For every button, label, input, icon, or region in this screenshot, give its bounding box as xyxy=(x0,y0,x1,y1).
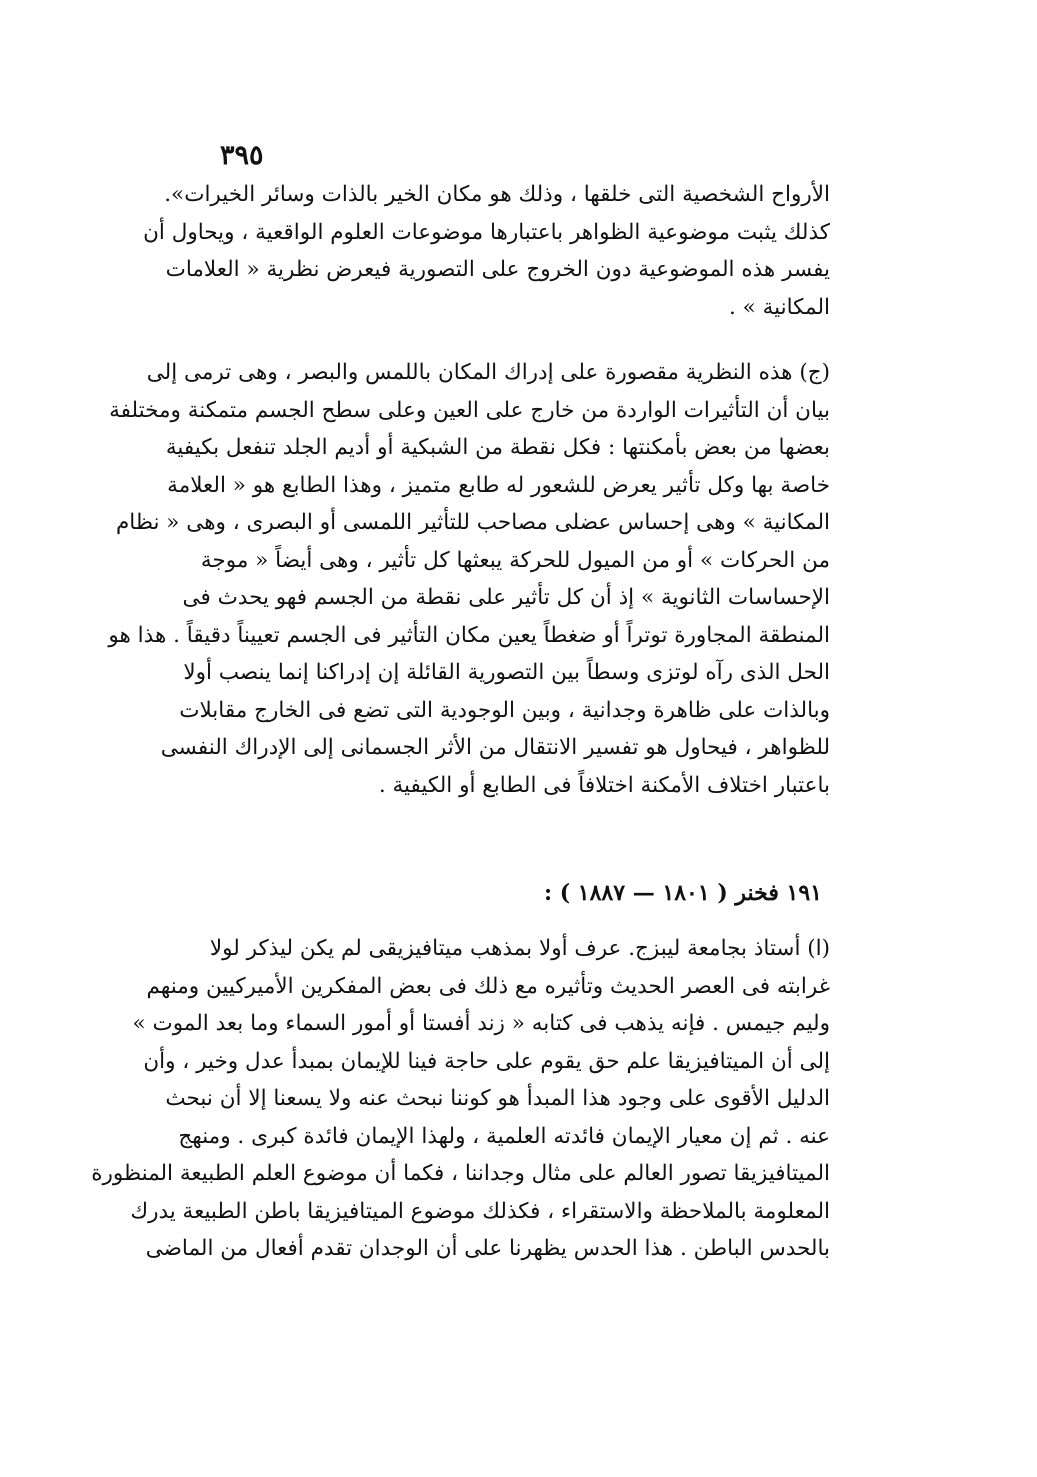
text-line: الدليل الأقوى على وجود هذا المبدأ هو كوننا نبحث عنه ولا يسعنا إلا أن نبحث xyxy=(165,1086,830,1111)
text-line: وليم جيمس . فإنه يذهب فى كتابه « زند أفستا أو أمور السماء وما بعد الموت » xyxy=(132,1011,830,1036)
text-line: الإحساسات الثانوية » إذ أن كل تأثير على نقطة من الجسم فهو يحدث فى xyxy=(182,585,830,610)
text-line: الميتافيزيقا تصور العالم على مثال وجداننا ، فكما أن موضوع العلم الطبيعة المنظورة xyxy=(91,1161,830,1186)
text-line: من الحركات » أو من الميول للحركة يبعثها كل تأثير ، وهى أيضاً « موجة xyxy=(200,547,830,573)
paragraph-fechner-alif xyxy=(91,930,830,1268)
text-line: باعتبار اختلاف الأمكنة اختلافاً فى الطابع أو الكيفية . xyxy=(378,772,830,798)
text-line: بيان أن التأثيرات الواردة من خارج على العين وعلى سطح الجسم متمكنة ومختلفة xyxy=(109,397,830,423)
text-line: الأرواح الشخصية التى خلقها ، وذلك هو مكان الخير بالذات وسائر الخيرات». xyxy=(164,182,830,207)
text-line: (ج) هذه النظرية مقصورة على إدراك المكان باللمس والبصر ، وهى ترمى إلى xyxy=(146,360,830,385)
text-line: غرابته فى العصر الحديث وتأثيره مع ذلك فى بعض المفكرين الأميركيين ومنهم xyxy=(146,973,830,999)
text-line: (ا) أستاذ بجامعة ليبزج. عرف أولا بمذهب ميتافيزيقى لم يكن ليذكر لولا xyxy=(209,936,830,961)
text-line: بالحدس الباطن . هذا الحدس يظهرنا على أن الوجدان تقدم أفعال من الماضى xyxy=(145,1236,830,1261)
text-line: خاصة بها وكل تأثير يعرض للشعور له طابع متميز ، وهذا الطابع هو « العلامة xyxy=(167,472,830,498)
text-line: إلى أن الميتافيزيقا علم حق يقوم على حاجة فينا للإيمان بمبدأ عدل وخير ، وأن xyxy=(143,1048,830,1074)
entry-heading-fechner: ١٩١ فخنر ( ١٨٠١ — ١٨٨٧ ) : xyxy=(543,880,822,906)
text-line: بعضها من بعض بأمكنتها : فكل نقطة من الشبكية أو أديم الجلد تنفعل بكيفية xyxy=(165,435,830,460)
text-line: كذلك يثبت موضوعية الظواهر باعتبارها موضوعات العلوم الواقعية ، ويحاول أن xyxy=(143,219,830,245)
text-line: للظواهر ، فيحاول هو تفسير الانتقال من الأثر الجسمانى إلى الإدراك النفسى xyxy=(160,735,830,760)
text-line: المكانية » وهى إحساس عضلى مصاحب للتأثير اللمسى أو البصرى ، وهى « نظام xyxy=(115,510,830,535)
text-line: الحل الذى رآه لوتزى وسطاً بين التصورية القائلة إن إدراكنا إنما ينصب أولا xyxy=(183,660,830,685)
paragraph-spatial-signs-intro xyxy=(143,176,830,326)
text-line: يفسر هذه الموضوعية دون الخروج على التصورية فيعرض نظرية « العلامات xyxy=(165,257,830,282)
page-number: ٣٩٥ xyxy=(220,140,264,171)
text-line: المعلومة بالملاحظة والاستقراء ، فكذلك موضوع الميتافيزيقا باطن الطبيعة يدرك xyxy=(130,1198,830,1224)
text-line: وبالذات على ظاهرة وجدانية ، وبين الوجودية التى تضع فى الخارج مقابلات xyxy=(179,697,830,723)
text-line: المنطقة المجاورة توتراً أو ضغطاً يعين مكان التأثير فى الجسم تعييناً دقيقاً . هذا هو xyxy=(108,622,830,648)
text-line: المكانية » . xyxy=(728,294,830,320)
paragraph-section-jim xyxy=(108,354,830,804)
text-line: عنه . ثم إن معيار الإيمان فائدته العلمية ، ولهذا الإيمان فائدة كبرى . ومنهج xyxy=(178,1123,830,1149)
